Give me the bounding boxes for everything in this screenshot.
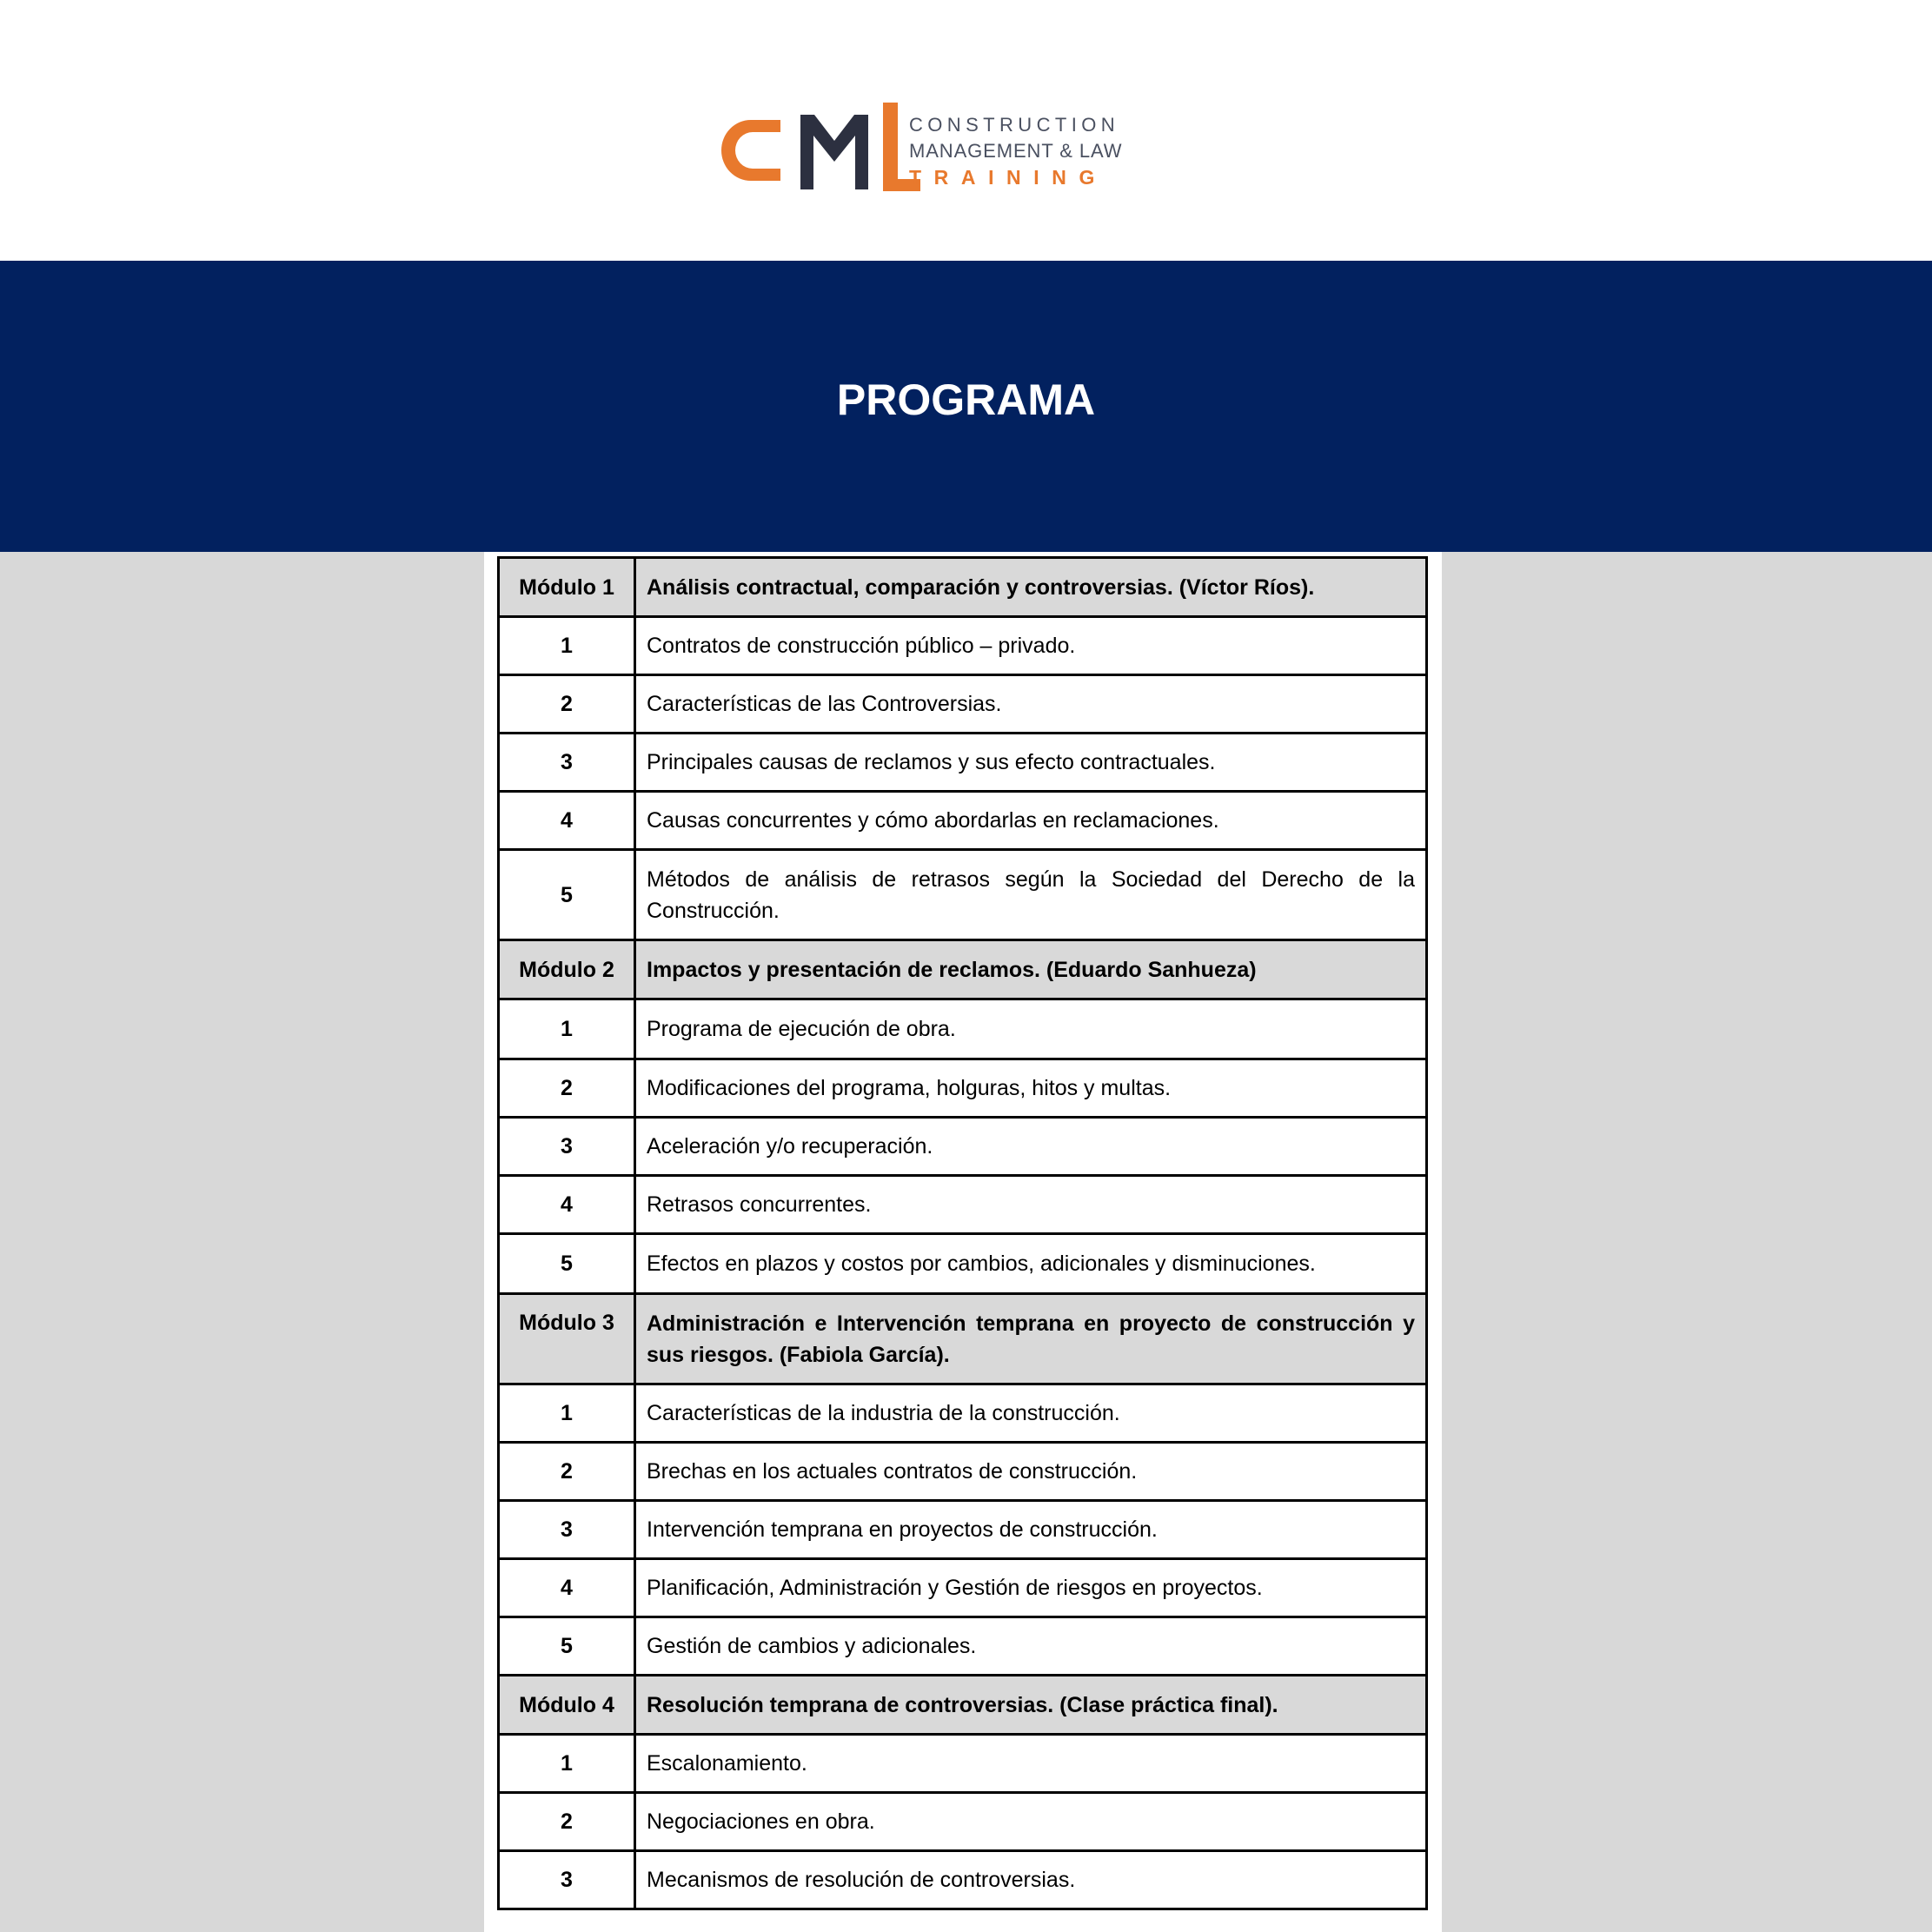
page-title: PROGRAMA <box>836 375 1096 424</box>
module-label: Módulo 1 <box>499 558 635 617</box>
item-number: 5 <box>499 850 635 940</box>
item-number: 2 <box>499 1059 635 1118</box>
module-title: Administración e Intervención temprana en proyecto de construcción y sus riesgos. (Fabiola García). <box>635 1294 1427 1384</box>
item-text: Aceleración y/o recuperación. <box>635 1118 1427 1176</box>
table-row <box>499 999 1427 1059</box>
item-text: Brechas en los actuales contratos de construcción. <box>635 1443 1427 1501</box>
module-header-row <box>499 1676 1427 1735</box>
item-number: 5 <box>499 1234 635 1294</box>
table-row <box>499 734 1427 792</box>
item-text: Mecanismos de resolución de controversias. <box>635 1851 1427 1909</box>
item-text: Modificaciones del programa, holguras, hitos y multas. <box>635 1059 1427 1118</box>
item-text: Escalonamiento. <box>635 1735 1427 1793</box>
module-label: Módulo 3 <box>499 1294 635 1384</box>
item-number: 3 <box>499 1118 635 1176</box>
table-row <box>499 1443 1427 1501</box>
item-text: Principales causas de reclamos y sus efecto contractuales. <box>635 734 1427 792</box>
table-row <box>499 1176 1427 1234</box>
item-text: Contratos de construcción público – privado. <box>635 617 1427 675</box>
item-number: 3 <box>499 1501 635 1559</box>
item-text: Características de la industria de la construcción. <box>635 1384 1427 1443</box>
logo-c-shape <box>721 120 780 181</box>
item-number: 1 <box>499 1384 635 1443</box>
item-number: 4 <box>499 1559 635 1617</box>
item-number: 1 <box>499 999 635 1059</box>
item-text: Programa de ejecución de obra. <box>635 999 1427 1059</box>
table-row <box>499 617 1427 675</box>
header-area <box>0 0 1932 261</box>
table-row <box>499 1559 1427 1617</box>
item-text: Métodos de análisis de retrasos según la Sociedad del Derecho de la Construcción. <box>635 850 1427 940</box>
table-row <box>499 1617 1427 1676</box>
item-text: Retrasos concurrentes. <box>635 1176 1427 1234</box>
table-row <box>499 792 1427 850</box>
table-row <box>499 1501 1427 1559</box>
item-text: Causas concurrentes y cómo abordarlas en reclamaciones. <box>635 792 1427 850</box>
item-number: 1 <box>499 617 635 675</box>
item-number: 2 <box>499 675 635 734</box>
item-text: Intervención temprana en proyectos de construcción. <box>635 1501 1427 1559</box>
item-text: Efectos en plazos y costos por cambios, adicionales y disminuciones. <box>635 1234 1427 1294</box>
item-number: 4 <box>499 792 635 850</box>
module-header-row <box>499 558 1427 617</box>
table-row <box>499 1735 1427 1793</box>
module-title: Impactos y presentación de reclamos. (Eduardo Sanhueza) <box>635 940 1427 999</box>
table-row <box>499 675 1427 734</box>
item-number: 4 <box>499 1176 635 1234</box>
item-number: 2 <box>499 1443 635 1501</box>
logo-m-shape <box>800 115 868 189</box>
table-row <box>499 1234 1427 1294</box>
module-header-row <box>499 1294 1427 1384</box>
table-row <box>499 1384 1427 1443</box>
table-row <box>499 850 1427 940</box>
item-text: Planificación, Administración y Gestión de riesgos en proyectos. <box>635 1559 1427 1617</box>
program-table <box>497 556 1428 1910</box>
item-number: 3 <box>499 1851 635 1909</box>
item-number: 2 <box>499 1793 635 1851</box>
item-text: Gestión de cambios y adicionales. <box>635 1617 1427 1676</box>
logo-wordmark <box>909 116 1170 188</box>
table-row <box>499 1851 1427 1909</box>
item-text: Negociaciones en obra. <box>635 1793 1427 1851</box>
logo-line-management-law: MANAGEMENT & LAW <box>909 140 1123 162</box>
module-header-row <box>499 940 1427 999</box>
item-text: Características de las Controversias. <box>635 675 1427 734</box>
item-number: 3 <box>499 734 635 792</box>
module-label: Módulo 4 <box>499 1676 635 1735</box>
table-row <box>499 1793 1427 1851</box>
table-row <box>499 1059 1427 1118</box>
module-title: Análisis contractual, comparación y controversias. (Víctor Ríos). <box>635 558 1427 617</box>
item-number: 5 <box>499 1617 635 1676</box>
module-label: Módulo 2 <box>499 940 635 999</box>
logo-line-construction: CONSTRUCTION <box>909 114 1120 136</box>
item-number: 1 <box>499 1735 635 1793</box>
module-title: Resolución temprana de controversias. (Clase práctica final). <box>635 1676 1427 1735</box>
logo-line-training: TRAINING <box>909 166 1107 189</box>
table-row <box>499 1118 1427 1176</box>
